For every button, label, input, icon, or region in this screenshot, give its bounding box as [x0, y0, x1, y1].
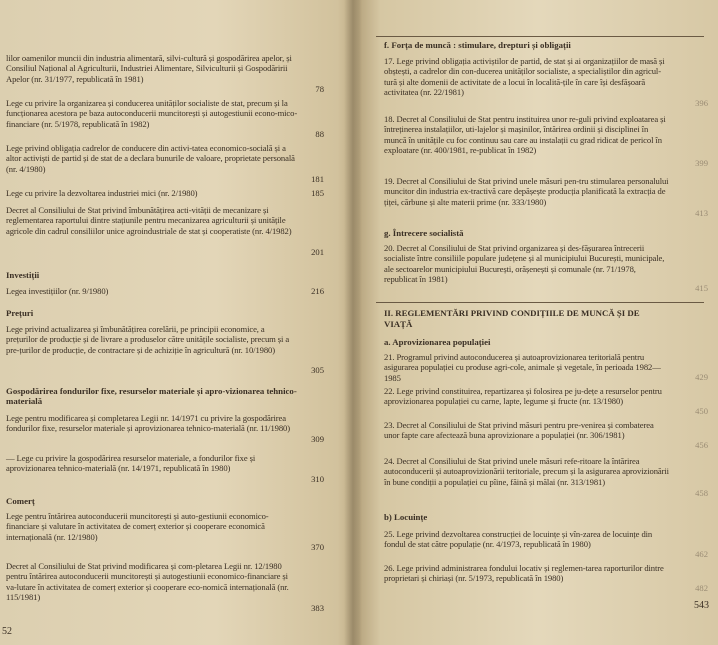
- section-heading: Investiții: [6, 270, 40, 280]
- toc-entry: — Lege cu privire la gospodărirea resurselor materiale, a fondurilor fixe și aprovizionarea tehnico-materială (nr. 14/1971, republicată în 1980): [6, 453, 256, 474]
- toc-page-number: 309: [311, 434, 324, 444]
- toc-page-number: 450: [695, 406, 708, 416]
- toc-page-number: 310: [311, 474, 324, 484]
- section-heading: f. Forța de muncă : stimulare, drepturi și obligații: [384, 40, 571, 50]
- toc-entry: Decret al Consiliului de Stat privind îmbunătățirea acti-vității de mecanizare și reglementarea raportului dintre stațiunile pentru mecanizarea agriculturii și unitățile agricole din cadrul consiliilor unice agroindustriale de stat și cooperatiste (nr. 4/1982): [6, 205, 292, 236]
- toc-page-number: 462: [695, 549, 708, 559]
- toc-page-number: 456: [695, 440, 708, 450]
- toc-page-number: 305: [311, 365, 324, 375]
- toc-entry: 24. Decret al Consiliului de Stat privind unele măsuri refe-ritoare la întărirea autoconducerii și autoaprovizionării teritoriale, precum și la asigurarea aprovizionării în bune condiții a populației cu pîine, făină și mălai (nr. 313/1981): [384, 456, 669, 487]
- toc-entry: Lege cu privire la organizarea și conducerea unităților socialiste de stat, precum și la funcționarea acestora pe baza autoconducerii muncitorești și autogestiunii econo-mico-financiare (nr. 5/1978, republicată în 1982): [6, 98, 298, 129]
- toc-entry: Lege pentru întărirea autoconducerii muncitorești și auto-gestiunii economico-financiare și valutare în activitatea de comerț exterior și cooperare economică internațională (nr. 12/1980): [6, 511, 269, 542]
- toc-entry: Lege privind obligația cadrelor de conducere din activi-tatea economico-socială și a altor activiști de partid și de stat de a declara bunurile de valoare, proprietate personală (nr. 4/1980): [6, 143, 295, 174]
- toc-page-number: 383: [311, 603, 324, 613]
- section-rule: [376, 302, 704, 303]
- toc-entry: Lege privind actualizarea și îmbunătățirea corelării, pe principii economice, a prețurilor de producție și de livrare a produselor către unitățile socialiste, precum și a pre-țurilor de producție, de contractare și de achiziție în agricultură (nr. 10/1980): [6, 324, 290, 355]
- toc-page-number: 482: [695, 583, 708, 593]
- toc-page-number: 458: [695, 488, 708, 498]
- toc-entry: 22. Lege privind constituirea, repartizarea și folosirea pe ju-dețe a resurselor pentru aprovizionarea populației cu carne, lapte, legume și fructe (nr. 13/1980): [384, 386, 662, 407]
- toc-entry: Legea investițiilor (nr. 9/1980): [6, 286, 109, 296]
- toc-entry: 20. Decret al Consiliului de Stat privind organizarea și des-fășurarea întrecerii socialiste între consiliile populare județene și al municipiului București, municipale, ale sectoarelor municipiului București, orășenești și comunale (nr. 71/1978, republicat în 1981): [384, 243, 665, 285]
- toc-page-number: 429: [695, 372, 708, 382]
- section-heading: Gospodărirea fondurilor fixe, resurselor materiale și apro-vizionarea tehnico-materială: [6, 386, 297, 407]
- toc-page-number: 216: [311, 286, 324, 296]
- top-rule: [376, 36, 704, 37]
- toc-page-number: 396: [695, 98, 708, 108]
- section-heading: Comerț: [6, 496, 35, 506]
- section-heading: a. Aprovizionarea populației: [384, 337, 491, 347]
- toc-page-number: 185: [311, 188, 324, 198]
- section-heading: g. Întrecere socialistă: [384, 228, 464, 238]
- toc-entry: 23. Decret al Consiliului de Stat privind măsuri pentru pre-venirea și combaterea unor fapte care afectează buna aprovizionare a populației (nr. 306/1981): [384, 420, 654, 441]
- toc-page-number: 181: [311, 174, 324, 184]
- toc-page-number: 415: [695, 283, 708, 293]
- left-page: [0, 0, 346, 645]
- toc-page-number: 370: [311, 542, 324, 552]
- toc-entry: 19. Decret al Consiliului de Stat privind unele măsuri pen-tru stimularea personalului muncitor din industria ex-tractivă care depășește producția planificată la extracția de țiței, cărbune și alte materii prime (nr. 333/1980): [384, 176, 669, 207]
- toc-page-number: 413: [695, 208, 708, 218]
- toc-entry: lilor oamenilor muncii din industria alimentară, silvi-cultură și gospodărirea apelor, și Consiliul Național al Agriculturii, Industriei Alimentare, Silviculturii și Gospodăririi Apelor (nr. 31/1977, republicată în 1981): [6, 53, 292, 84]
- toc-entry: 17. Lege privind obligația activiștilor de partid, de stat și ai organizațiilor de masă și obștești, a cadrelor din con-ducerea unităților socialiste, a specialiștilor din agricul-tură și alte domenii de activitate de a locui în localită-țile în care își desfășoară activitatea (nr. 22/1981): [384, 56, 665, 98]
- right-page: [360, 0, 718, 645]
- toc-entry: Decret al Consiliului de Stat privind modificarea și com-pletarea Legii nr. 12/1980 pentru întărirea autoconducerii muncitorești și autogestiunii economico-financiare și va-lutare în activitatea de comerț exterior și cooperare eco-nomică internațională (nr. 115/1981): [6, 561, 289, 603]
- page-number: 543: [694, 600, 709, 611]
- section-heading: b) Locuințe: [384, 512, 428, 522]
- section-heading: II. REGLEMENTĂRI PRIVIND CONDIȚIILE DE MUNCĂ ȘI DE VIAȚĂ: [384, 308, 640, 329]
- toc-page-number: 88: [315, 129, 324, 139]
- page-number: 52: [2, 626, 12, 637]
- toc-entry: 26. Lege privind administrarea fondului locativ și reglemen-tarea raporturilor dintre proprietari și chiriași (nr. 5/1973, republicată în 1980): [384, 563, 664, 584]
- toc-entry: Lege cu privire la dezvoltarea industriei mici (nr. 2/1980): [6, 188, 198, 198]
- toc-page-number: 78: [315, 84, 324, 94]
- toc-entry: 25. Lege privind dezvoltarea construcției de locuințe și vîn-zarea de locuințe din fondul de stat către populație (nr. 4/1973, republicată în 1980): [384, 529, 653, 550]
- toc-entry: 21. Programul privind autoconducerea și autoaprovizionarea teritorială pentru asigurarea populației cu produse agri-cole, animale și vegetale, în perioada 1982—1985: [384, 352, 661, 383]
- toc-page-number: 201: [311, 247, 324, 257]
- section-heading: Prețuri: [6, 308, 34, 318]
- toc-page-number: 399: [695, 158, 708, 168]
- toc-entry: Lege pentru modificarea și completarea Legii nr. 14/1971 cu privire la gospodărirea fondurilor fixe, resurselor materiale și aprovizionarea tehnico-materială (nr. 11/1980): [6, 413, 291, 434]
- toc-entry: 18. Decret al Consiliului de Stat pentru instituirea unor re-guli privind exploatarea și întreținerea instalațiilor, uti-lajelor și mașinilor, întărirea ordinii și disciplinei în muncă în unitățile cu foc continuu sau care au instalații cu grad ridicat de pericol în exploatare (nr. 400/1981, re-publicat în 1982): [384, 114, 666, 156]
